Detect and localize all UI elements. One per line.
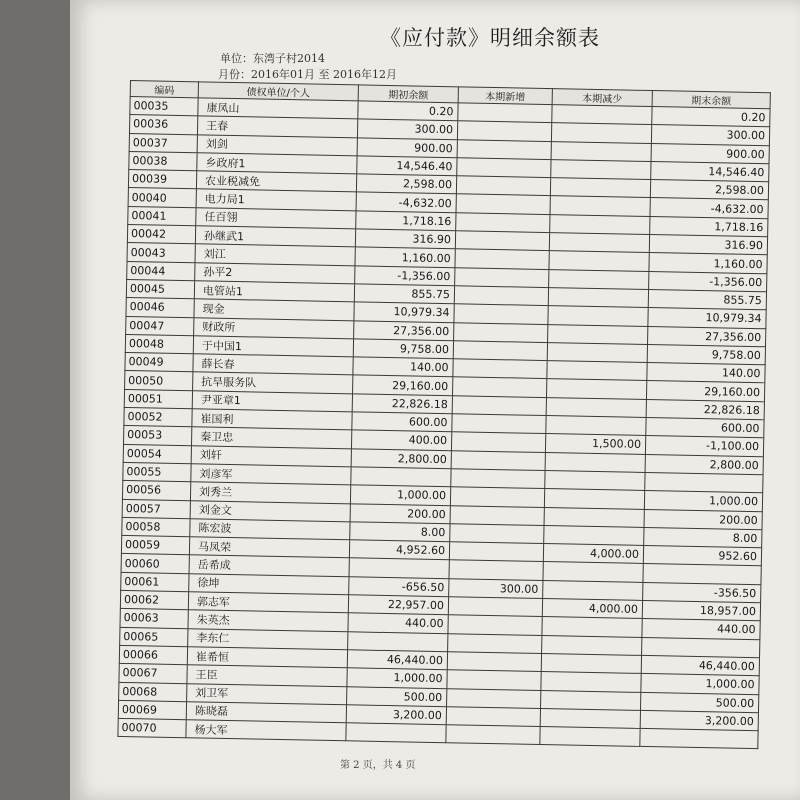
- row-code: 00062: [120, 590, 188, 610]
- row-closing-balance: 600.00: [646, 418, 764, 439]
- row-code: 00038: [129, 151, 197, 171]
- row-period-reduced: [548, 288, 648, 308]
- row-closing-balance: 0.20: [652, 107, 770, 128]
- row-code: 00053: [124, 426, 192, 446]
- row-period-reduced: [551, 141, 651, 161]
- row-opening-balance: 900.00: [357, 137, 457, 157]
- row-period-added: [453, 341, 547, 361]
- row-opening-balance: 1,000.00: [347, 668, 447, 688]
- table-body: [118, 97, 770, 750]
- row-code: 00063: [120, 609, 188, 629]
- row-opening-balance: 2,800.00: [351, 448, 451, 468]
- row-period-added: [458, 103, 552, 123]
- header-code: 编码: [130, 81, 198, 98]
- row-period-reduced: [546, 397, 646, 417]
- unit-line: 单位：东湾子村2014: [220, 52, 325, 65]
- row-opening-balance: 1,160.00: [355, 247, 455, 267]
- row-period-reduced: [547, 361, 647, 381]
- row-creditor: 电力局1: [196, 189, 356, 210]
- row-closing-balance: -1,100.00: [645, 436, 763, 457]
- row-code: 00043: [127, 243, 195, 263]
- row-closing-balance: 46,440.00: [641, 655, 759, 676]
- row-closing-balance: 29,160.00: [646, 381, 764, 402]
- row-opening-balance: 14,546.40: [357, 156, 457, 176]
- row-period-reduced: [543, 580, 643, 600]
- row-closing-balance: -4,632.00: [650, 198, 768, 219]
- row-creditor: 刘卫军: [187, 683, 347, 704]
- row-closing-balance: -356.50: [643, 582, 761, 603]
- row-creditor: 朱英杰: [188, 610, 348, 631]
- row-creditor: 秦卫忠: [191, 427, 351, 448]
- row-code: 00067: [119, 664, 187, 684]
- row-period-added: [455, 249, 549, 269]
- row-code: 00070: [118, 718, 186, 738]
- row-creditor: 李东仁: [188, 628, 348, 649]
- row-code: 00036: [129, 115, 197, 135]
- row-closing-balance: 316.90: [649, 235, 767, 256]
- row-period-added: [446, 725, 540, 745]
- row-creditor: 孙继武1: [195, 226, 355, 247]
- row-creditor: 刘秀兰: [190, 482, 350, 503]
- row-creditor: 崔国利: [192, 409, 352, 430]
- row-closing-balance: 8.00: [644, 527, 762, 548]
- row-period-added: [447, 670, 541, 690]
- row-creditor: 刘金文: [190, 500, 350, 521]
- row-period-reduced: [540, 708, 640, 728]
- row-closing-balance: 952.60: [643, 546, 761, 567]
- row-opening-balance: 8.00: [350, 522, 450, 542]
- row-opening-balance: 440.00: [348, 613, 448, 633]
- page-footer: 第 2 页，共 4 页: [340, 760, 416, 771]
- row-period-added: [449, 542, 543, 562]
- row-closing-balance: 14,546.40: [651, 161, 769, 182]
- row-closing-balance: 1,718.16: [650, 216, 768, 237]
- row-closing-balance: [640, 729, 758, 750]
- row-opening-balance: 27,356.00: [354, 320, 454, 340]
- row-code: 00051: [124, 389, 192, 409]
- row-code: 00049: [125, 353, 193, 373]
- row-period-added: [452, 414, 546, 434]
- row-code: 00058: [122, 517, 190, 537]
- row-creditor: 刘剑: [197, 134, 357, 155]
- row-opening-balance: [349, 558, 449, 578]
- balance-table: [117, 80, 771, 750]
- row-code: 00068: [119, 682, 187, 702]
- row-period-added: [454, 304, 548, 324]
- row-closing-balance: 200.00: [644, 509, 762, 530]
- row-period-reduced: [552, 105, 652, 125]
- row-code: 00037: [129, 133, 197, 153]
- row-creditor: 电管站1: [194, 281, 354, 302]
- row-code: 00056: [122, 481, 190, 501]
- row-creditor: 岳希成: [189, 555, 349, 576]
- row-period-reduced: [544, 489, 644, 509]
- row-period-reduced: [546, 416, 646, 436]
- row-closing-balance: 10,979.34: [648, 308, 766, 329]
- row-code: 00052: [124, 407, 192, 427]
- header-closing-balance: 期末余额: [652, 91, 770, 109]
- row-opening-balance: -1,356.00: [355, 266, 455, 286]
- row-creditor: 康凤山: [198, 98, 358, 119]
- row-creditor: 杨大军: [186, 720, 346, 741]
- row-closing-balance: 3,200.00: [640, 710, 758, 731]
- row-period-added: [447, 652, 541, 672]
- row-period-added: [454, 322, 548, 342]
- row-code: 00048: [125, 334, 193, 354]
- row-period-added: 300.00: [449, 578, 543, 598]
- month-range-line: 月份：2016年01月 至 2016年12月: [218, 68, 397, 81]
- row-code: 00035: [130, 97, 198, 117]
- row-period-added: [452, 395, 546, 415]
- row-period-reduced: [544, 525, 644, 545]
- row-creditor: 薛长春: [193, 354, 353, 375]
- row-code: 00061: [121, 572, 189, 592]
- row-creditor: 农业税减免: [196, 171, 356, 192]
- row-creditor: 王臣: [187, 665, 347, 686]
- row-period-added: [448, 615, 542, 635]
- row-opening-balance: -656.50: [349, 577, 449, 597]
- row-opening-balance: 0.20: [358, 101, 458, 121]
- row-code: 00045: [126, 279, 194, 299]
- row-closing-balance: 500.00: [640, 692, 758, 713]
- row-period-reduced: [547, 342, 647, 362]
- row-period-reduced: [541, 672, 641, 692]
- row-period-reduced: [551, 159, 651, 179]
- row-period-reduced: [546, 379, 646, 399]
- row-opening-balance: 10,979.34: [354, 302, 454, 322]
- row-closing-balance: 900.00: [651, 143, 769, 164]
- row-creditor: 王春: [197, 116, 357, 137]
- row-closing-balance: 440.00: [642, 619, 760, 640]
- row-code: 00065: [120, 627, 188, 647]
- row-creditor: 财政所: [194, 317, 354, 338]
- row-period-reduced: 1,500.00: [545, 434, 645, 454]
- row-code: 00040: [128, 188, 196, 208]
- row-period-added: [450, 487, 544, 507]
- row-creditor: 乡政府1: [197, 153, 357, 174]
- row-opening-balance: -4,632.00: [356, 192, 456, 212]
- row-period-reduced: 4,000.00: [543, 544, 643, 564]
- row-code: 00042: [127, 225, 195, 245]
- row-opening-balance: 316.90: [355, 229, 455, 249]
- row-period-reduced: [549, 269, 649, 289]
- row-creditor: 现金: [194, 299, 354, 320]
- row-opening-balance: 855.75: [354, 284, 454, 304]
- row-period-reduced: [542, 617, 642, 637]
- row-period-reduced: [551, 123, 651, 143]
- row-period-reduced: [541, 653, 641, 673]
- row-creditor: 于中国1: [193, 336, 353, 357]
- row-period-added: [456, 213, 550, 233]
- row-opening-balance: [346, 723, 446, 743]
- row-period-reduced: [549, 233, 649, 253]
- row-opening-balance: 1,718.16: [356, 211, 456, 231]
- row-creditor: 徐坤: [189, 573, 349, 594]
- row-opening-balance: 29,160.00: [353, 375, 453, 395]
- row-period-added: [453, 377, 547, 397]
- row-code: 00050: [125, 371, 193, 391]
- row-closing-balance: 1,160.00: [649, 253, 767, 274]
- row-opening-balance: 500.00: [347, 686, 447, 706]
- row-closing-balance: 140.00: [647, 363, 765, 384]
- row-creditor: 崔希恒: [187, 647, 347, 668]
- row-creditor: 刘江: [195, 244, 355, 265]
- page-title: 《应付款》明细余额表: [380, 26, 600, 50]
- row-creditor: 尹亚章1: [192, 391, 352, 412]
- row-period-added: [456, 176, 550, 196]
- row-period-reduced: [550, 178, 650, 198]
- row-period-added: [455, 231, 549, 251]
- row-closing-balance: [643, 564, 761, 585]
- row-period-added: [449, 560, 543, 580]
- row-creditor: 刘轩: [191, 445, 351, 466]
- row-code: 00055: [123, 462, 191, 482]
- row-code: 00044: [127, 261, 195, 281]
- row-closing-balance: 9,758.00: [647, 344, 765, 365]
- row-closing-balance: 18,957.00: [642, 600, 760, 621]
- row-period-added: [448, 633, 542, 653]
- row-period-added: [457, 139, 551, 159]
- row-opening-balance: 9,758.00: [353, 339, 453, 359]
- row-period-added: [451, 469, 545, 489]
- row-opening-balance: 600.00: [352, 412, 452, 432]
- row-period-reduced: [545, 452, 645, 472]
- row-code: 00047: [126, 316, 194, 336]
- row-period-added: [457, 121, 551, 141]
- row-period-reduced: [548, 306, 648, 326]
- header-creditor: 债权单位/个人: [198, 82, 358, 101]
- row-code: 00054: [123, 444, 191, 464]
- row-opening-balance: 22,957.00: [348, 595, 448, 615]
- row-closing-balance: [645, 472, 763, 493]
- row-period-added: [456, 194, 550, 214]
- row-creditor: 陈宏波: [190, 519, 350, 540]
- row-period-reduced: [549, 251, 649, 271]
- row-period-reduced: [550, 214, 650, 234]
- row-creditor: 陈晓磊: [186, 701, 346, 722]
- row-creditor: 任百翎: [196, 208, 356, 229]
- row-period-reduced: [550, 196, 650, 216]
- row-period-added: [454, 286, 548, 306]
- row-period-added: [450, 505, 544, 525]
- row-opening-balance: 400.00: [351, 430, 451, 450]
- row-period-added: [457, 158, 551, 178]
- row-period-reduced: [540, 727, 640, 747]
- header-period-reduced: 本期减少: [552, 89, 652, 107]
- row-period-added: [455, 267, 549, 287]
- row-closing-balance: 300.00: [651, 125, 769, 146]
- row-period-added: [450, 524, 544, 544]
- row-period-added: [446, 706, 540, 726]
- row-opening-balance: 46,440.00: [347, 650, 447, 670]
- row-period-reduced: [544, 507, 644, 527]
- row-code: 00059: [121, 536, 189, 556]
- row-opening-balance: 1,000.00: [350, 485, 450, 505]
- row-code: 00039: [128, 170, 196, 190]
- row-opening-balance: 140.00: [353, 357, 453, 377]
- row-closing-balance: 27,356.00: [648, 326, 766, 347]
- row-code: 00057: [122, 499, 190, 519]
- row-code: 00041: [128, 206, 196, 226]
- row-closing-balance: 1,000.00: [641, 674, 759, 695]
- row-period-added: [447, 688, 541, 708]
- row-period-reduced: [541, 690, 641, 710]
- row-opening-balance: [351, 467, 451, 487]
- row-creditor: 马凤荣: [189, 537, 349, 558]
- row-opening-balance: 200.00: [350, 503, 450, 523]
- row-code: 00046: [126, 298, 194, 318]
- row-opening-balance: 300.00: [357, 119, 457, 139]
- row-closing-balance: 22,826.18: [646, 399, 764, 420]
- row-opening-balance: 22,826.18: [352, 394, 452, 414]
- row-closing-balance: 2,598.00: [650, 180, 768, 201]
- row-opening-balance: 4,952.60: [349, 540, 449, 560]
- row-period-reduced: [545, 470, 645, 490]
- row-period-reduced: [542, 635, 642, 655]
- row-creditor: 抗旱服务队: [193, 372, 353, 393]
- row-period-added: [448, 597, 542, 617]
- row-creditor: 孙平2: [195, 262, 355, 283]
- row-opening-balance: 3,200.00: [346, 705, 446, 725]
- row-closing-balance: 2,800.00: [645, 454, 763, 475]
- row-code: 00069: [118, 700, 186, 720]
- header-period-added: 本期新增: [458, 87, 552, 105]
- row-creditor: 郭志军: [188, 592, 348, 613]
- row-creditor: 刘彦军: [191, 464, 351, 485]
- row-period-reduced: [543, 562, 643, 582]
- row-period-reduced: [548, 324, 648, 344]
- row-closing-balance: 855.75: [648, 289, 766, 310]
- row-period-added: [453, 359, 547, 379]
- row-closing-balance: -1,356.00: [649, 271, 767, 292]
- row-code: 00060: [121, 554, 189, 574]
- row-closing-balance: 1,000.00: [644, 491, 762, 512]
- row-period-reduced: 4,000.00: [542, 599, 642, 619]
- row-period-added: [451, 450, 545, 470]
- row-period-added: [451, 432, 545, 452]
- header-opening-balance: 期初余额: [358, 85, 458, 103]
- row-opening-balance: 2,598.00: [356, 174, 456, 194]
- row-code: 00066: [119, 645, 187, 665]
- row-opening-balance: [348, 631, 448, 651]
- row-closing-balance: [642, 637, 760, 658]
